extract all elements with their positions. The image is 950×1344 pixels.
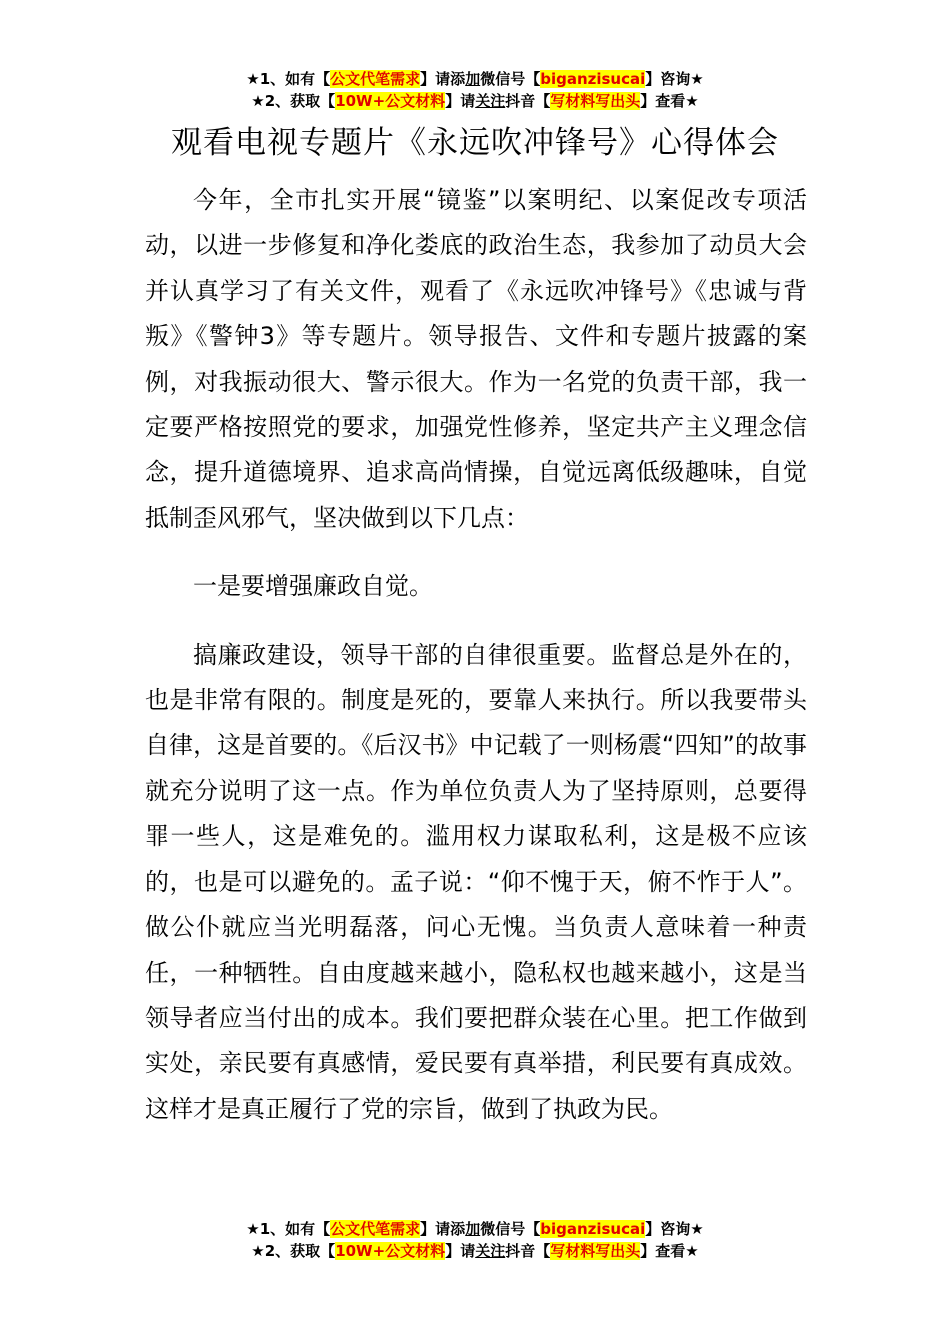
footer-banner [0,1218,950,1262]
highlight-service: 公文代笔需求 [330,70,421,88]
paragraph-self-discipline: 搞廉政建设，领导干部的自律很重要。监督总是外在的，也是非常有限的。制度是死的，要靠人来执行。所以我要带头自律，这是首要的。《后汉书》中记载了一则杨震“四知”的故事就充分说明了这一点。作为单位负责人为了坚持原则，总要得罪一些人，这是难免的。滥用权力谋取私利，这是极不应该的，也是可以避免的。孟子说：“仰不愧于天，俯不怍于人”。做公仆就应当光明磊落，问心无愧。当负责人意味着一种责任，一种牺牲。自由度越来越小，隐私权也越来越小，这是当领导者应当付出的成本。我们要把群众装在心里。把工作做到实处，亲民要有真感情，爱民要有真举措，利民要有真成效。这样才是真正履行了党的宗旨，做到了执政为民。 [145,640,807,1123]
highlight-douyin-account: 写材料写出头 [550,92,641,110]
banner-line-1: ★1、如有【公文代笔需求】请添加微信号【biganzisucai】咨询★ [246,1220,704,1238]
highlight-wechat-id: biganzisucai [540,70,646,88]
highlight-wechat-id: biganzisucai [540,1220,646,1238]
highlight-douyin-account: 写材料写出头 [550,1242,641,1260]
highlight-service: 公文代笔需求 [330,1220,421,1238]
paragraph-intro: 今年，全市扎实开展“镜鉴”以案明纪、以案促改专项活动，以进一步修复和净化娄底的政治生态，我参加了动员大会并认真学习了有关文件，观看了《永远吹冲锋号》《忠诚与背叛》《警钟3》等专题片。领导报告、文件和专题片披露的案例，对我振动很大、警示很大。作为一名党的负责干部，我一定要严格按照党的要求，加强党性修养，坚定共产主义理念信念，提升道德境界、追求高尚情操，自觉远离低级趣味，自觉抵制歪风邪气，坚决做到以下几点： [145,186,807,532]
paragraph-heading-1: 一是要增强廉政自觉。 [193,572,433,601]
highlight-materials: 10W+公文材料 [335,1242,446,1260]
document-body [145,178,807,1132]
header-banner [0,68,950,112]
banner-line-1: ★1、如有【公文代笔需求】请添加微信号【biganzisucai】咨询★ [246,70,704,88]
banner-line-2: ★2、获取【10W+公文材料】请关注抖音【写材料写出头】查看★ [251,1242,699,1260]
highlight-materials: 10W+公文材料 [335,92,446,110]
banner-line-2: ★2、获取【10W+公文材料】请关注抖音【写材料写出头】查看★ [251,92,699,110]
document-title: 观看电视专题片《永远吹冲锋号》心得体会 [171,125,779,161]
